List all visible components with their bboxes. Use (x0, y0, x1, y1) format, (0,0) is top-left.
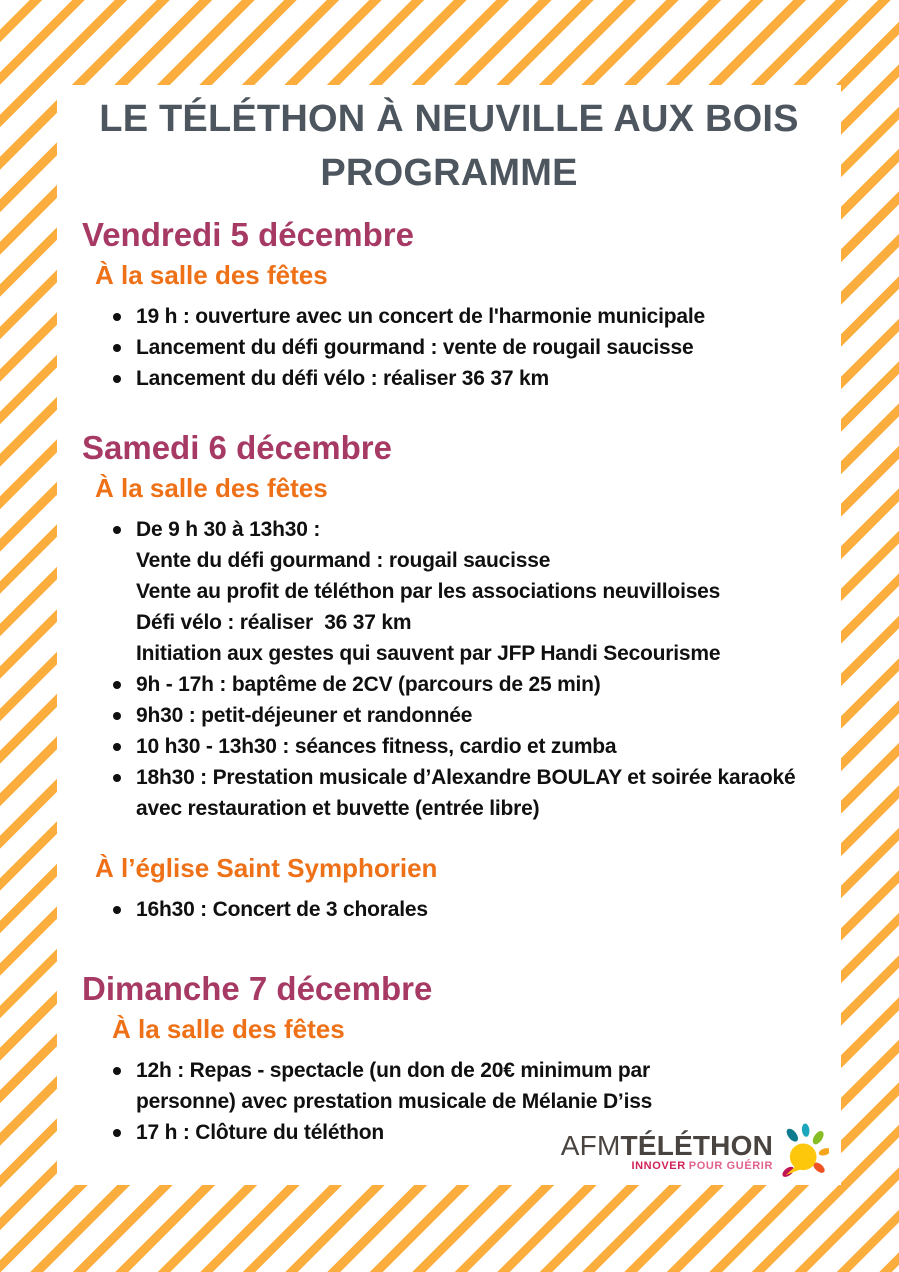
venue-heading: À l’église Saint Symphorien (95, 852, 438, 883)
poster-title-line1: LE TÉLÉTHON À NEUVILLE AUX BOIS (99, 98, 799, 140)
bullet-dot (113, 906, 121, 914)
afm-telethon-logo (561, 1123, 829, 1179)
bullet-dot (113, 743, 121, 751)
list-item (113, 1055, 841, 1117)
poster-title (67, 93, 831, 201)
bullet-dot (113, 712, 121, 720)
list-item (113, 894, 841, 925)
section-dimanche (57, 969, 841, 1148)
item-line: 16h30 : Concert de 3 chorales (136, 897, 428, 921)
bullet-dot (113, 1129, 121, 1137)
bullet-list (57, 301, 841, 394)
bullet-dot (113, 344, 121, 352)
bullet-dot (113, 526, 121, 534)
item-line: 9h - 17h : baptême de 2CV (parcours de 25 min) (136, 672, 601, 696)
bullet-list (57, 514, 841, 824)
list-item (113, 700, 841, 731)
item-line: 9h30 : petit-déjeuner et randonnée (136, 703, 473, 727)
logo-tagline-rest: POUR GUÉRIR (688, 1159, 773, 1172)
venue-heading: À la salle des fêtes (95, 472, 328, 503)
list-item (113, 363, 841, 394)
day-heading: Samedi 6 décembre (82, 428, 392, 466)
item-line: 17 h : Clôture du téléthon (136, 1120, 384, 1144)
item-line: Défi vélo : réaliser 36 37 km (136, 610, 412, 634)
venue-heading: À la salle des fêtes (95, 259, 328, 290)
item-line: 19 h : ouverture avec un concert de l'harmonie municipale (136, 304, 705, 328)
list-item (113, 301, 841, 332)
logo-text (561, 1131, 773, 1172)
item-line: Vente du défi gourmand : rougail saucisse (136, 548, 551, 572)
item-line: 12h : Repas - spectacle (un don de 20€ minimum par personne) avec prestation musicale de Mélanie D’iss (136, 1058, 656, 1113)
poster-title-line2: PROGRAMME (320, 151, 578, 194)
item-line: 18h30 : Prestation musicale d’Alexandre BOULAY et soirée karaoké avec restauration et buvette (entrée libre) (136, 765, 802, 820)
list-item (113, 762, 841, 824)
sun-icon (779, 1123, 829, 1179)
bullet-dot (113, 313, 121, 321)
bullet-list (57, 894, 841, 925)
bullet-dot (113, 1067, 121, 1075)
section-samedi (57, 428, 841, 925)
bullet-dot (113, 375, 121, 383)
logo-tagline-bold: INNOVER (631, 1159, 686, 1172)
bullet-dot (113, 681, 121, 689)
content-panel (57, 85, 841, 1185)
item-line: Initiation aux gestes qui sauvent par JFP Handi Secourisme (136, 641, 721, 665)
bullet-dot (113, 774, 121, 782)
item-line: De 9 h 30 à 13h30 : (136, 517, 321, 541)
list-item (113, 669, 841, 700)
logo-tagline (561, 1160, 773, 1172)
day-heading: Dimanche 7 décembre (82, 969, 433, 1007)
list-item (113, 332, 841, 363)
list-item (113, 514, 841, 669)
item-line: Lancement du défi gourmand : vente de rougail saucisse (136, 335, 694, 359)
logo-brand-suffix: TÉLÉTHON (620, 1129, 773, 1161)
venue-heading: À la salle des fêtes (112, 1013, 345, 1044)
item-line: 10 h30 - 13h30 : séances fitness, cardio et zumba (136, 734, 617, 758)
logo-brand (561, 1131, 773, 1161)
list-item (113, 731, 841, 762)
logo-brand-prefix: AFM (560, 1129, 621, 1161)
item-line: Vente au profit de téléthon par les associations neuvilloises (136, 579, 721, 603)
day-heading: Vendredi 5 décembre (82, 215, 414, 253)
section-vendredi (57, 215, 841, 394)
item-line: Lancement du défi vélo : réaliser 36 37 km (136, 366, 549, 390)
